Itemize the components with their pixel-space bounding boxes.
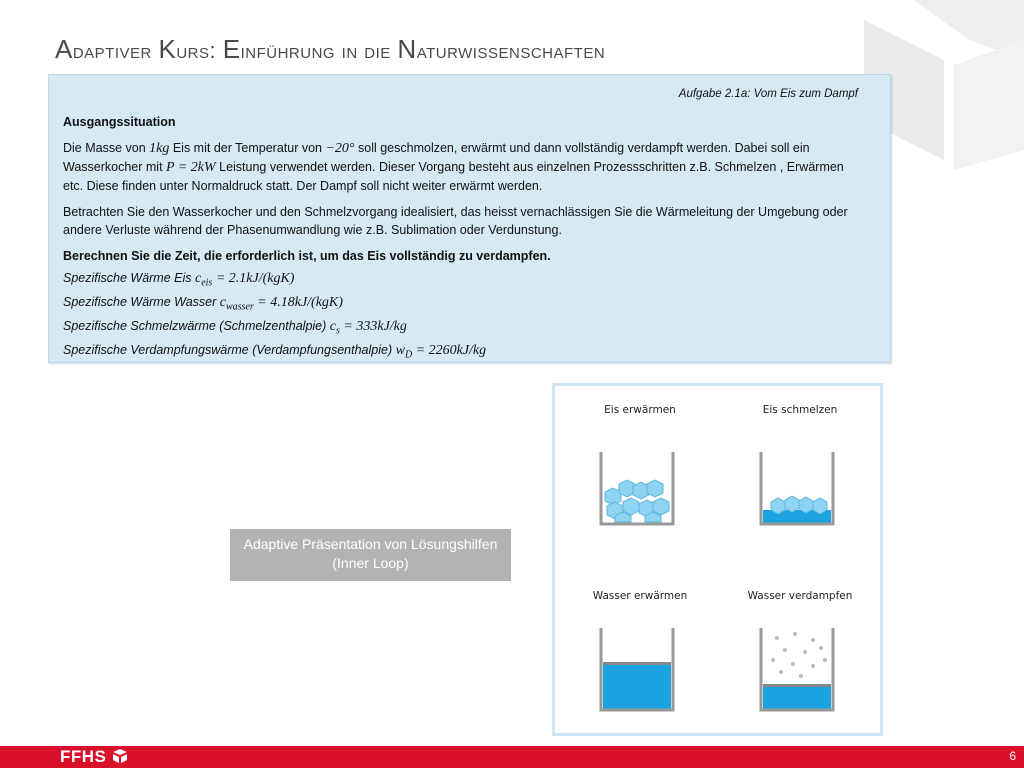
process-illustration xyxy=(552,383,883,736)
beaker-water-icon xyxy=(565,608,715,718)
task-reference: Aufgabe 2.1a: Vom Eis zum Dampf xyxy=(678,88,858,100)
logo-cube-icon xyxy=(112,748,128,764)
panel-ice-heating xyxy=(565,404,715,554)
page-title: Adaptiver Kurs: Einführung in die Naturwissenschaften xyxy=(55,34,606,64)
situation-heading: Ausgangssituation xyxy=(63,115,176,129)
panel-water-evaporating xyxy=(725,590,875,740)
constants-list xyxy=(63,269,862,365)
panel-label: Eis schmelzen xyxy=(762,404,838,416)
task-question: Berechnen Sie die Zeit, die erforderlich ist, um das Eis vollständig zu verdampfen. xyxy=(63,249,551,263)
panel-ice-melting xyxy=(725,404,875,554)
panel-water-heating xyxy=(565,590,715,740)
panel-label: Wasser verdampfen xyxy=(747,590,853,602)
beaker-steam-icon xyxy=(725,608,875,718)
beaker-melting-icon xyxy=(725,422,875,532)
constant-row: Spezifische Wärme Eis $c_{eis} = 2.1kJ/(kgK)$ xyxy=(63,271,295,289)
task-paragraph-1: Die Masse von 1kg Eis mit der Temperatur von −20° soll geschmolzen, erwärmt und dann vollständig verdampft werden. Dabei soll ein Wasserkocher mit P = 2kW Leistung verwendet werden. Dieser Vorgang besteht aus einzelnen Prozessschritten z.B. Schmelzen , Erwärmen etc. Diese finden unter Normaldruck statt. Der Dampf soll nicht weiter erwärmt werden. xyxy=(63,141,844,193)
constant-row: Spezifische Wärme Wasser $c_{wasser} = 4.18kJ/(kgK)$ xyxy=(63,295,343,313)
ffhs-logo: FFHS xyxy=(60,747,107,766)
beaker-ice-icon xyxy=(565,422,715,532)
page-number: 6 xyxy=(1009,749,1016,763)
constant-row: Spezifische Schmelzwärme (Schmelzenthalpie) $c_s = 333kJ/kg$ xyxy=(63,319,407,337)
panel-label: Eis erwärmen xyxy=(604,404,676,416)
solution-hint-box[interactable]: Adaptive Präsentation von Lösungshilfen (Inner Loop) xyxy=(230,529,511,581)
panel-label: Wasser erwärmen xyxy=(592,590,688,602)
task-box xyxy=(48,74,891,363)
footer-bar xyxy=(0,746,1024,768)
task-paragraph-2: Betrachten Sie den Wasserkocher und den Schmelzvorgang idealisiert, das heisst vernachlässigen Sie die Wärmeleitung der Umgebung oder andere Verluste während der Phasenumwandlung wie z.B. Sublimation oder Verdunstung. xyxy=(63,205,848,237)
constant-row: Spezifische Verdampfungswärme (Verdampfungsenthalpie) $w_D = 2260kJ/kg$ xyxy=(63,343,487,361)
